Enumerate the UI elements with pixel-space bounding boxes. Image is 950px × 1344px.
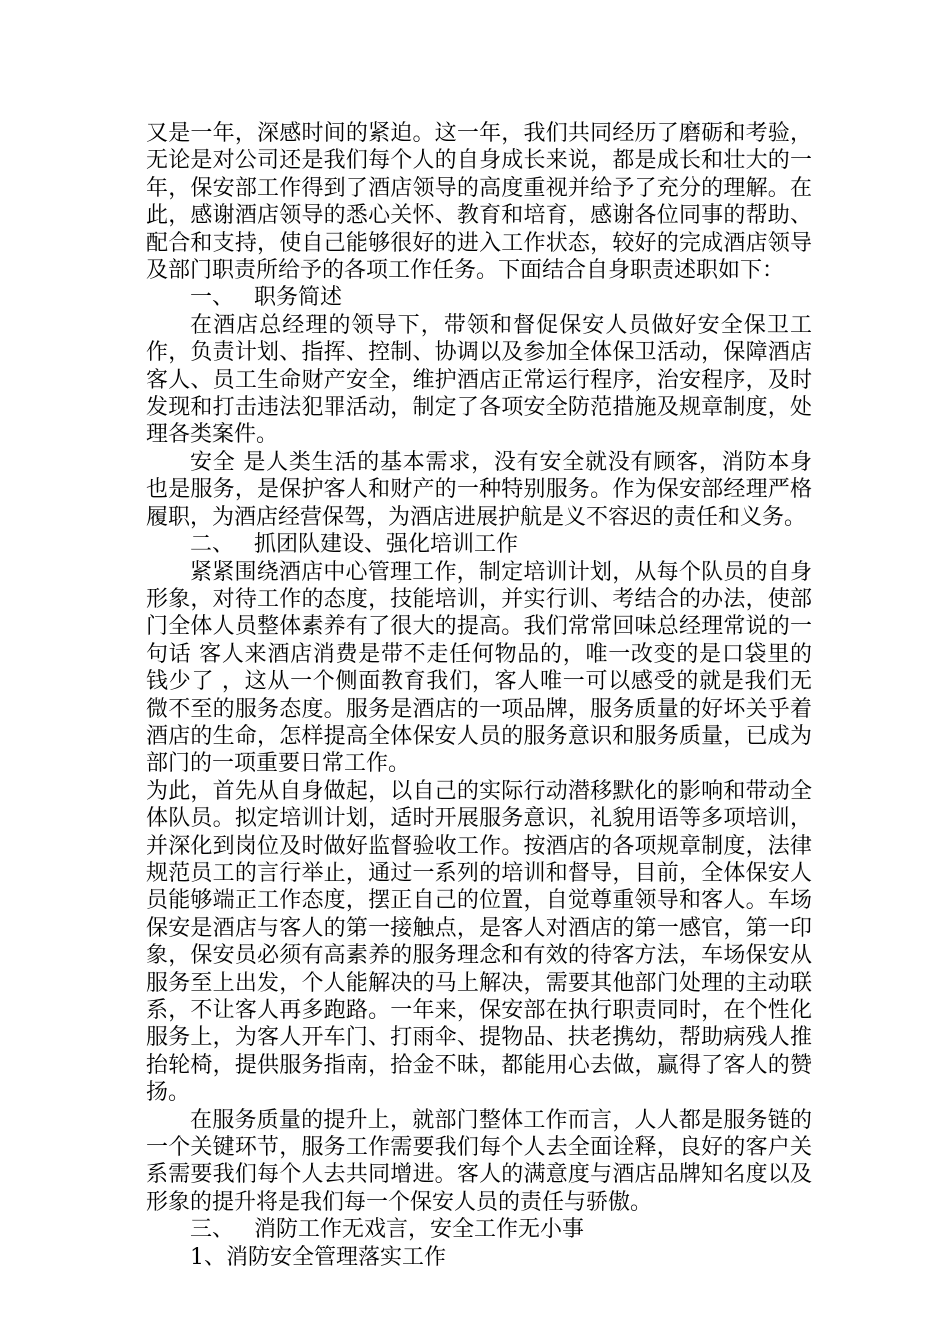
section-title: 消防工作无戏言，安全工作无小事	[254, 1217, 585, 1243]
section-title: 抓团队建设、强化培训工作	[254, 532, 519, 558]
paragraph-intro: 又是一年，深感时间的紧迫。这一年，我们共同经历了磨砺和考验，无论是对公司还是我们每个人的自身成长来说，都是成长和壮大的一年，保安部工作得到了酒店领导的高度重视并给予了充分的理解。在此，感谢酒店领导的悉心关怀、教育和培育，感谢各位同事的帮助、配合和支持，使自己能够很好的进入工作状态，较好的完成酒店领导及部门职责所给予的各项工作任务。下面结合自身职责述职如下：	[146, 121, 812, 284]
paragraph-service-quality: 在服务质量的提升上，就部门整体工作而言，人人都是服务链的一个关键环节，服务工作需要我们每个人去全面诠释，良好的客户关系需要我们每个人去共同增进。客人的满意度与酒店品牌知名度以及形象的提升将是我们每一个保安人员的责任与骄傲。	[146, 1107, 812, 1215]
paragraph-self-example: 为此，首先从自身做起，以自己的实际行动潜移默化的影响和带动全体队员。拟定培训计划，适时开展服务意识，礼貌用语等多项培训，并深化到岗位及时做好监督验收工作。按酒店的各项规章制度，法律规范员工的言行举止，通过一系列的培训和督导，目前，全体保安人员能够端正工作态度，摆正自己的位置，自觉尊重领导和客人。车场保安是酒店与客人的第一接触点，是客人对酒店的第一感官，第一印象，保安员必须有高素养的服务理念和有效的待客方法，车场保安从服务至上出发，个人能解决的马上解决，需要其他部门处理的主动联系，不让客人再多跑路。一年来，保安部在执行职责同时，在个性化服务上，为客人开车门、打雨伞、提物品、扶老携幼，帮助病残人推抬轮椅，提供服务指南，拾金不昧，都能用心去做，赢得了客人的赞扬。	[146, 778, 812, 1106]
subsection-heading-1	[146, 1244, 812, 1271]
section-number: 一、	[190, 285, 235, 311]
subsection-title: 1、消防安全管理落实工作	[190, 1244, 446, 1270]
section-heading-2	[146, 531, 812, 558]
section-title: 职务简述	[254, 285, 343, 311]
document-page	[146, 120, 812, 1271]
paragraph-duties: 在酒店总经理的领导下，带领和督促保安人员做好安全保卫工作，负责计划、指挥、控制、协调以及参加全体保卫活动，保障酒店客人、员工生命财产安全，维护酒店正常运行程序，治安程序，及时发现和打击违法犯罪活动，制定了各项安全防范措施及规章制度，处理各类案件。	[146, 312, 812, 448]
paragraph-safety: 安全 是人类生活的基本需求，没有安全就没有顾客，消防本身也是服务，是保护客人和财产的一种特别服务。作为保安部经理严格履职，为酒店经营保驾，为酒店进展护航是义不容迟的责任和义务。	[146, 449, 812, 530]
paragraph-training: 紧紧围绕酒店中心管理工作，制定培训计划，从每个队员的自身形象，对待工作的态度，技能培训，并实行训、考结合的办法，使部门全体人员整体素养有了很大的提高。我们常常回味总经理常说的一句话 客人来酒店消费是带不走任何物品的，唯一改变的是口袋里的钱少了 ，这从一个侧面教育我们，客人唯一可以感受的就是我们无微不至的服务态度。服务是酒店的一项品牌，服务质量的好坏关乎着酒店的生命，怎样提高全体保安人员的服务意识和服务质量，已成为部门的一项重要日常工作。	[146, 559, 812, 777]
section-number: 三、	[190, 1217, 235, 1243]
section-heading-3	[146, 1216, 812, 1243]
section-number: 二、	[190, 532, 235, 558]
section-heading-1	[146, 284, 812, 311]
